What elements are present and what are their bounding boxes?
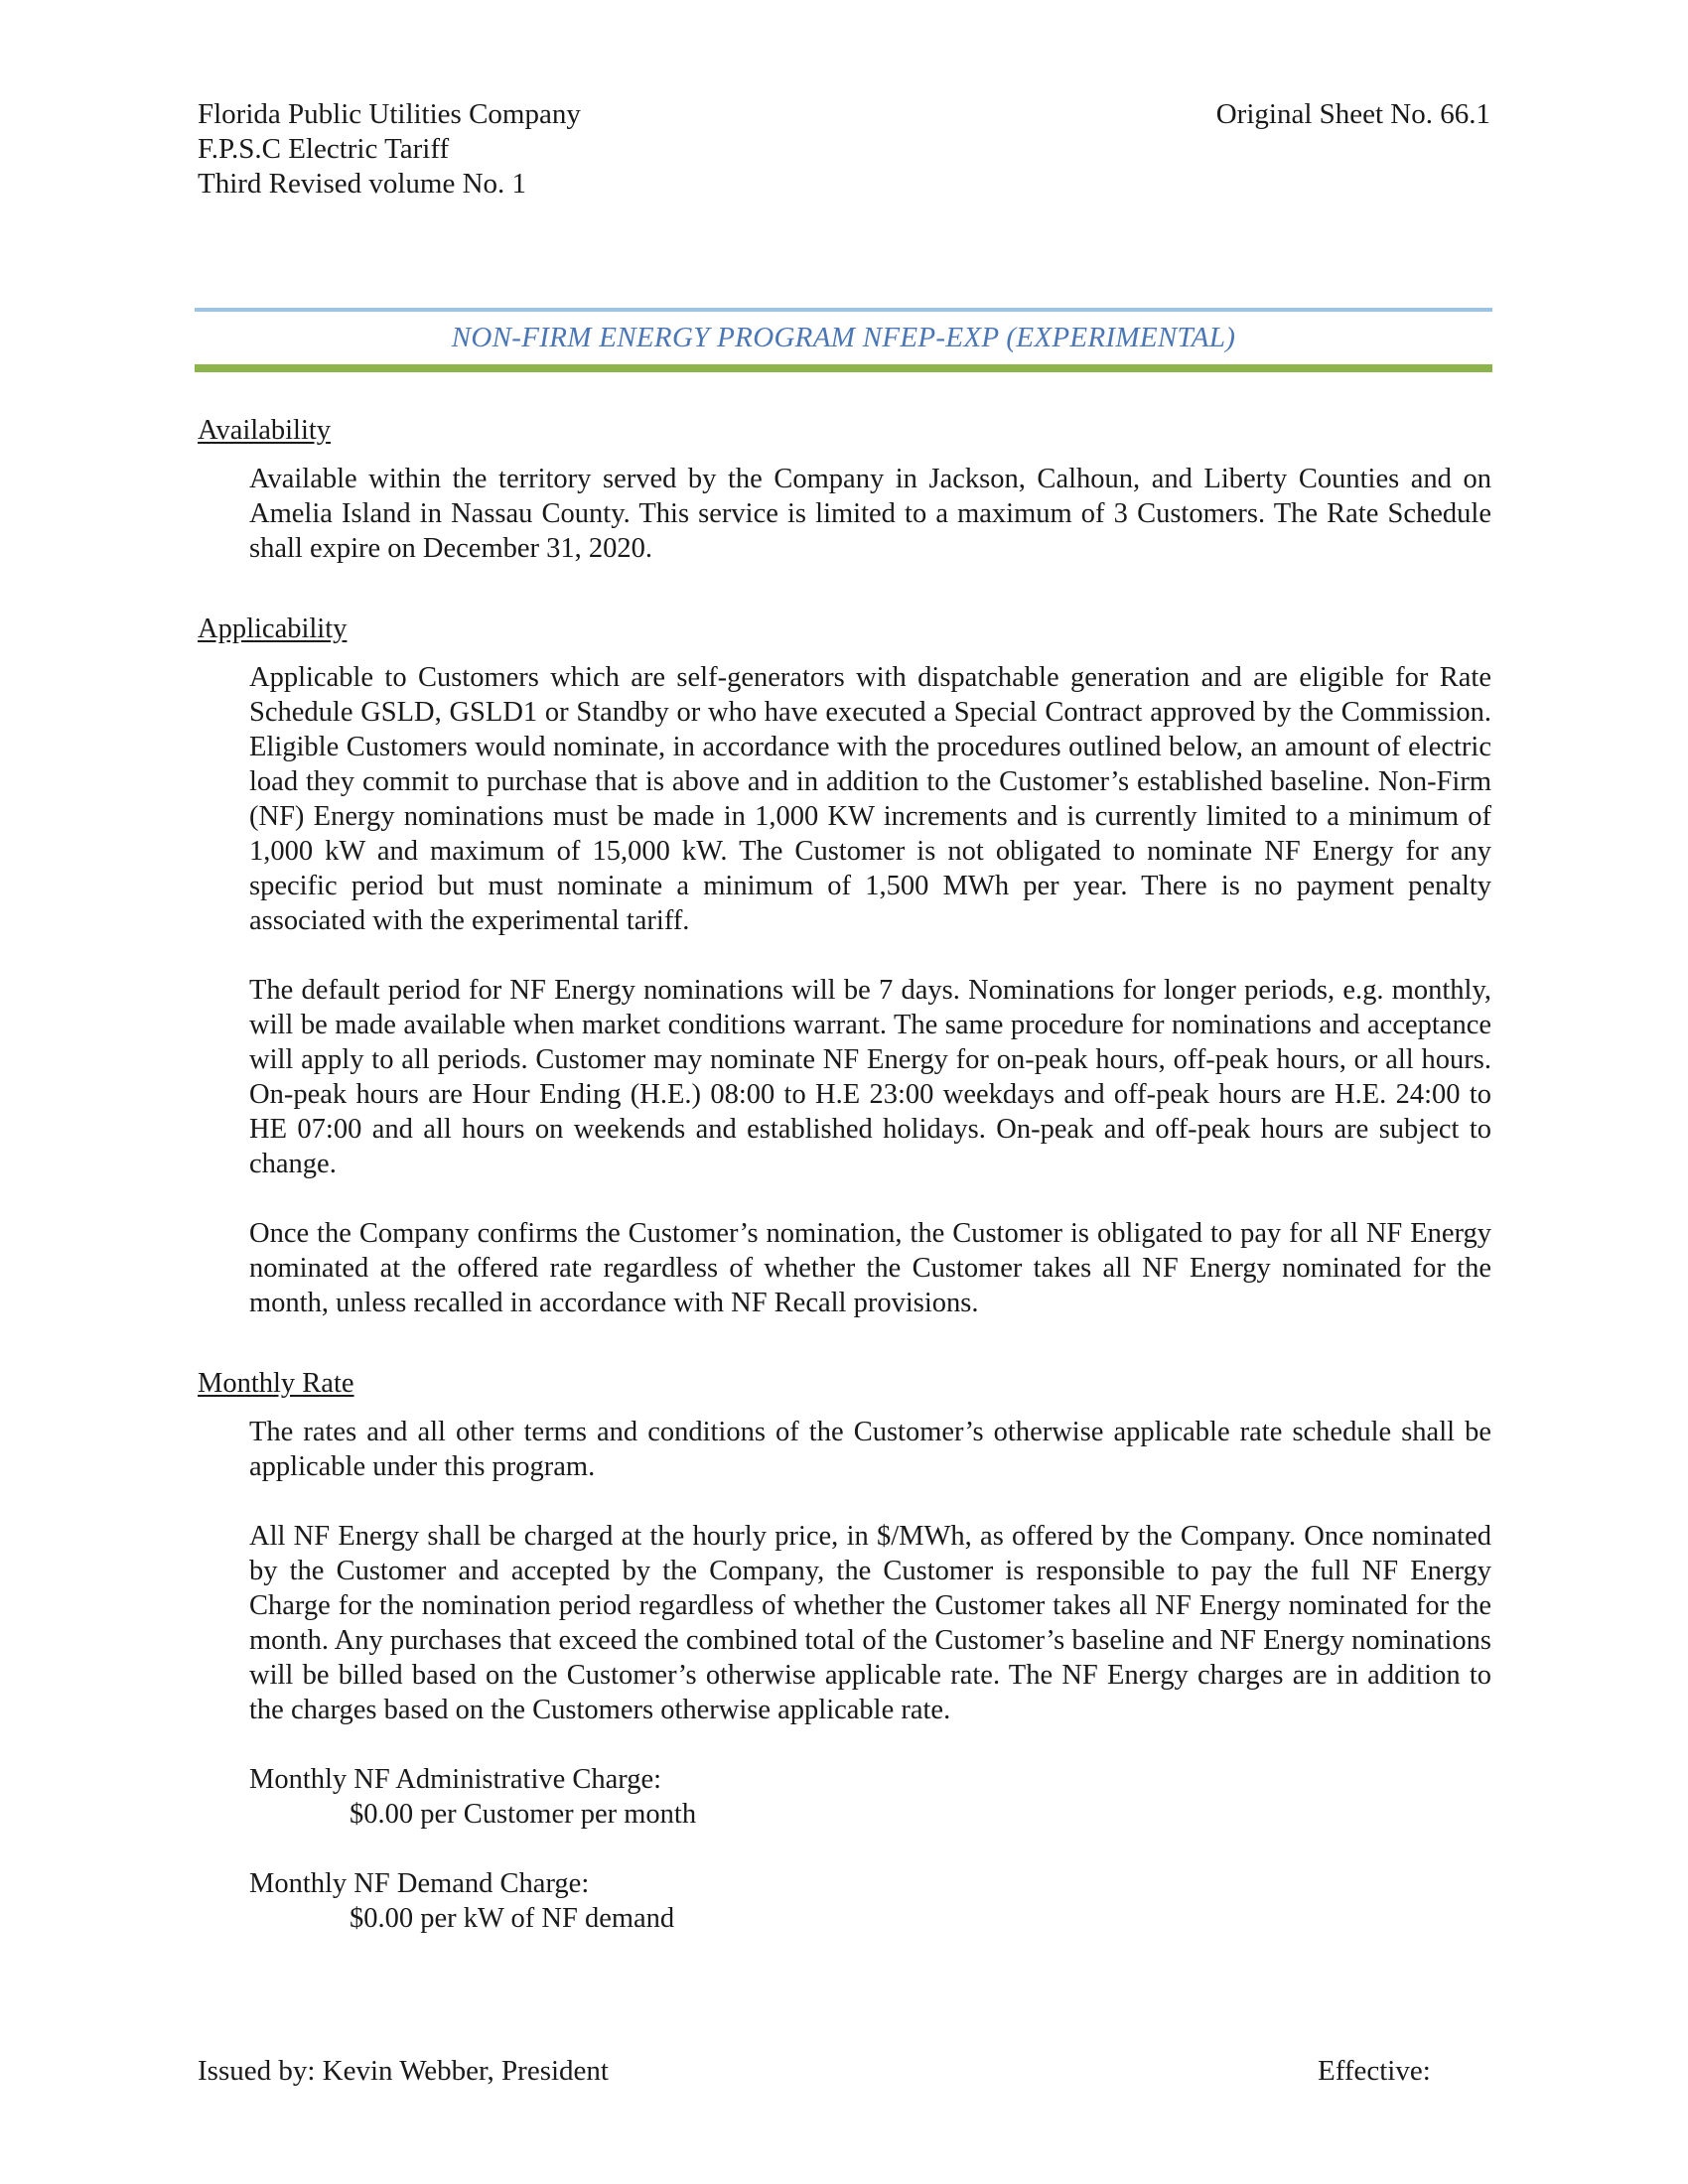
- availability-heading: Availability: [198, 415, 332, 446]
- title-rule-top: [195, 308, 1492, 312]
- availability-paragraph: Available within the territory served by the Company in Jackson, Calhoun, and Liberty Counties and on Amelia Island in Nassau County. This service is limited to a maximum of 3 Customers. The Rate Schedule shall expire on December 31, 2020.: [249, 464, 1491, 564]
- applicability-paragraph: The default period for NF Energy nominations will be 7 days. Nominations for longer periods, e.g. monthly, will be made available when market conditions warrant. The same procedure for nominations and acceptance will apply to all periods. Customer may nominate NF Energy for on-peak hours, off-peak hours, or all hours. On-peak hours are Hour Ending (H.E.) 08:00 to H.E 23:00 weekdays and off-peak hours are H.E. 24:00 to HE 07:00 and all hours on weekends and established holidays. On-peak and off-peak hours are subject to change.: [249, 975, 1491, 1179]
- sheet-number: Original Sheet No. 66.1: [1215, 98, 1490, 130]
- section-spacer: [198, 1320, 1491, 1366]
- title-rule-bottom: [195, 364, 1492, 372]
- tariff-body: [198, 413, 1491, 1936]
- monthly-rate-section: [198, 1366, 1491, 1936]
- issued-by: Issued by: Kevin Webber, President: [198, 2055, 609, 2087]
- effective-label: Effective:: [1318, 2055, 1431, 2087]
- program-title: NON-FIRM ENERGY PROGRAM NFEP-EXP (EXPERIMENTAL): [451, 322, 1236, 353]
- applicability-paragraph: Once the Company confirms the Customer’s nomination, the Customer is obligated to pay for all NF Energy nominated at the offered rate regardless of whether the Customer takes all NF Energy nominated for the month, unless recalled in accordance with NF Recall provisions.: [249, 1218, 1491, 1318]
- applicability-paragraph: Applicable to Customers which are self-generators with dispatchable generation and are eligible for Rate Schedule GSLD, GSLD1 or Standby or who have executed a Special Contract approved by the Commission. Eligible Customers would nominate, in accordance with the procedures outlined below, an amount of electric load they commit to purchase that is above and in addition to the Customer’s established baseline. Non-Firm (NF) Energy nominations must be made in 1,000 KW increments and is currently limited to a minimum of 1,000 kW and maximum of 15,000 kW. The Customer is not obligated to nominate NF Energy for any specific period but must nominate a minimum of 1,500 MWh per year. There is no payment penalty associated with the experimental tariff.: [249, 662, 1491, 936]
- company-name: Florida Public Utilities Company: [198, 98, 581, 130]
- tariff-name: F.P.S.C Electric Tariff: [198, 133, 450, 165]
- applicability-heading: Applicability: [198, 614, 348, 644]
- monthly-rate-heading: Monthly Rate: [198, 1368, 354, 1399]
- header-left-block: [198, 97, 581, 202]
- admin-charge-label: Monthly NF Administrative Charge:: [249, 1764, 662, 1795]
- demand-charge-value: $0.00 per kW of NF demand: [350, 1903, 675, 1934]
- volume-label: Third Revised volume No. 1: [198, 168, 527, 200]
- monthly-rate-paragraph: All NF Energy shall be charged at the hourly price, in $/MWh, as offered by the Company. Once nominated by the Customer and accepted by the Company, the Customer is responsible to pay the full NF Energy Charge for the nomination period regardless of whether the Customer takes all NF Energy nominated for the month. Any purchases that exceed the combined total of the Customer’s baseline and NF Energy nominations will be billed based on the Customer’s otherwise applicable rate. The NF Energy charges are in addition to the charges based on the Customers otherwise applicable rate.: [249, 1521, 1491, 1725]
- demand-charge-label: Monthly NF Demand Charge:: [249, 1868, 590, 1899]
- availability-section: [198, 413, 1491, 566]
- applicability-section: [198, 612, 1491, 1320]
- admin-charge-value: $0.00 per Customer per month: [350, 1799, 697, 1830]
- monthly-rate-paragraph: The rates and all other terms and conditions of the Customer’s otherwise applicable rate schedule shall be applicable under this program.: [249, 1417, 1491, 1482]
- section-spacer: [198, 566, 1491, 612]
